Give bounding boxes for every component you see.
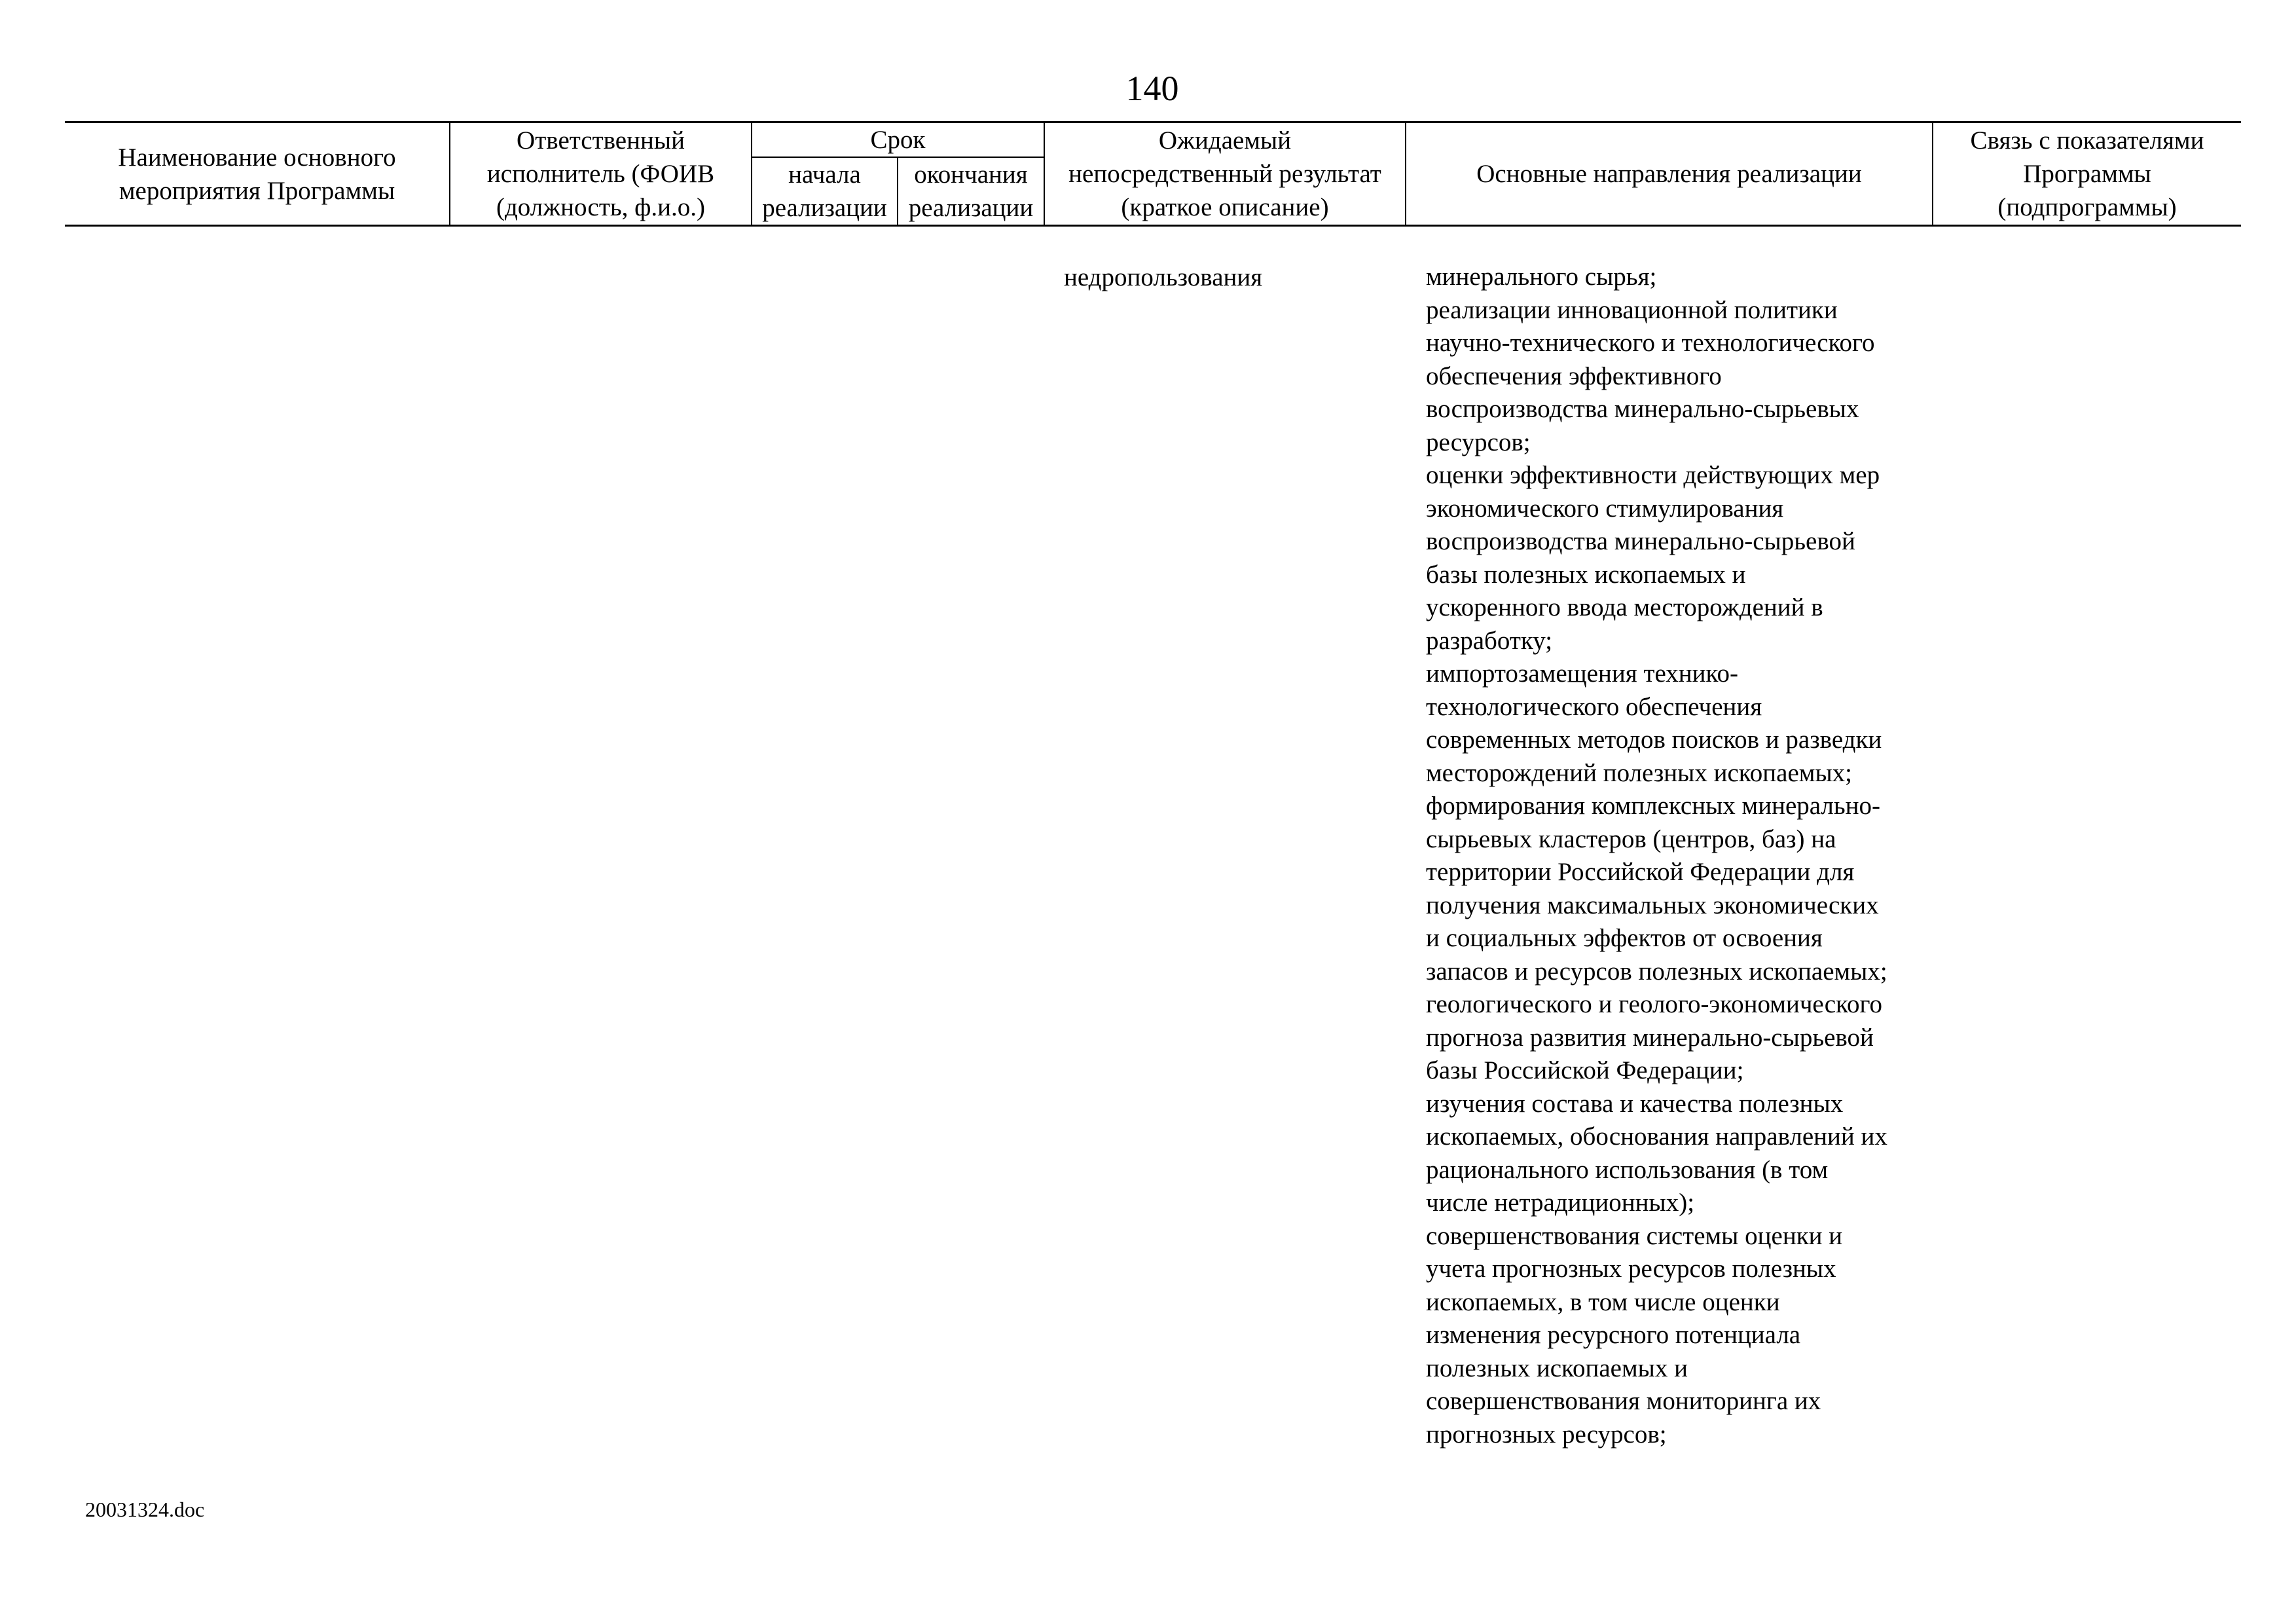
directions-line: ускоренного ввода месторождений в [1426,593,1823,621]
directions-line: изучения состава и качества полезных [1426,1089,1844,1118]
directions-line: ископаемых, обоснования направлений их [1426,1122,1887,1151]
directions-line: современных методов поисков и разведки [1426,726,1882,754]
directions-line: геологического и геолого-экономического [1426,990,1883,1018]
directions-line: и социальных эффектов от освоения [1426,924,1823,952]
directions-line: минерального сырья; [1426,263,1657,291]
directions-line: совершенствования мониторинга их [1426,1387,1821,1415]
directions-line: рационального использования (в том [1426,1155,1829,1184]
directions-line: ресурсов; [1426,428,1531,456]
directions-line: территории Российской Федерации для [1426,858,1855,886]
header-link: Связь с показателями Программы (подпрограммы) [1933,122,2241,226]
directions-line: реализации инновационной политики [1426,295,1838,324]
directions-line: обеспечения эффективного [1426,361,1722,390]
directions-line: запасов и ресурсов полезных ископаемых; [1426,957,1887,986]
directions-line: числе нетрадиционных); [1426,1189,1695,1217]
directions-line: оценки эффективности действующих мер [1426,461,1880,489]
directions-line: ископаемых, в том числе оценки [1426,1287,1780,1316]
page-number: 140 [1125,69,1179,108]
directions-line: разработку; [1426,626,1553,655]
directions-line: изменения ресурсного потенциала [1426,1321,1801,1349]
directions-line: базы полезных ископаемых и [1426,560,1746,589]
header-directions: Основные направления реализации [1406,122,1933,226]
directions-text [1426,261,1950,1451]
directions-line: импортозамещения технико- [1426,659,1738,688]
result-text: недропользования [1064,263,1263,291]
directions-line: прогноза развития минерально-сырьевой [1426,1023,1874,1052]
header-term-start: начала реализации [752,157,898,226]
directions-line: научно-технического и технологического [1426,329,1875,357]
directions-line: полезных ископаемых и [1426,1354,1688,1382]
directions-line: экономического стимулирования [1426,494,1784,523]
directions-line: учета прогнозных ресурсов полезных [1426,1255,1836,1283]
footer-filename: 20031324.doc [85,1498,205,1521]
table-header [65,121,2241,227]
header-name: Наименование основного мероприятия Программы [65,122,450,226]
directions-line: формирования комплексных минерально- [1426,792,1881,820]
directions-line: воспроизводства минерально-сырьевых [1426,395,1859,423]
directions-line: месторождений полезных ископаемых; [1426,758,1852,787]
header-executor: Ответственный исполнитель (ФОИВ (должность, ф.и.о.) [450,122,752,226]
directions-line: совершенствования системы оценки и [1426,1221,1843,1250]
directions-line: базы Российской Федерации; [1426,1056,1744,1084]
directions-line: воспроизводства минерально-сырьевой [1426,527,1855,555]
directions-line: сырьевых кластеров (центров, баз) на [1426,824,1836,853]
directions-line: получения максимальных экономических [1426,891,1879,919]
header-term: Срок [752,122,1044,158]
header-result: Ожидаемый непосредственный результат (краткое описание) [1044,122,1406,226]
directions-line: прогнозных ресурсов; [1426,1420,1667,1449]
header-term-end: окончания реализации [898,157,1044,226]
directions-line: технологического обеспечения [1426,692,1762,721]
